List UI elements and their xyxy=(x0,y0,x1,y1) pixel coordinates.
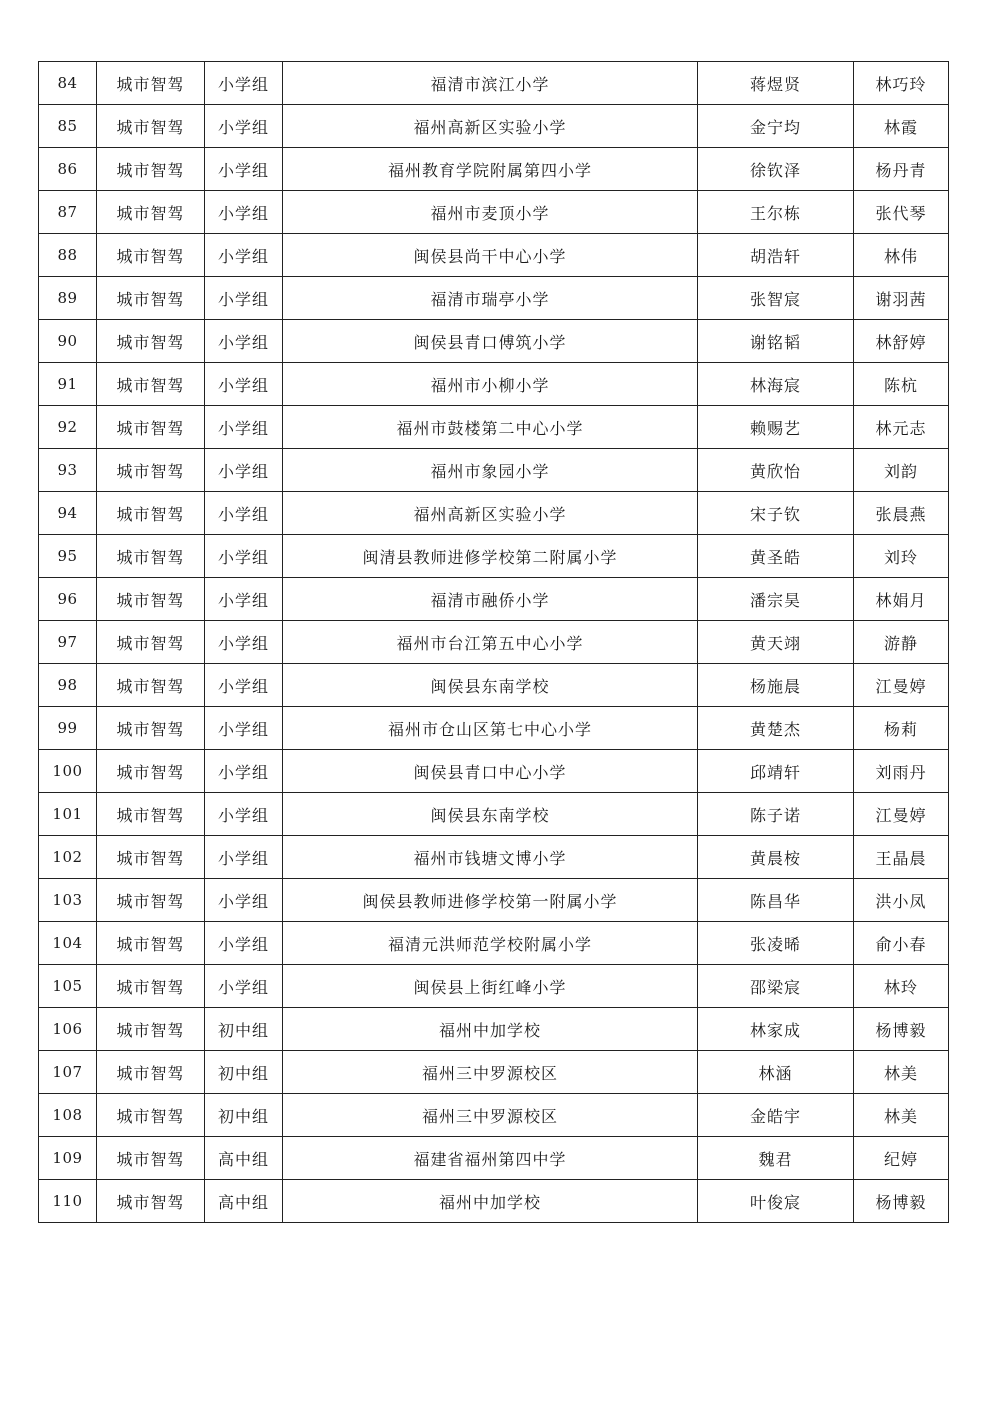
group-name-cell: 小学组 xyxy=(205,406,283,449)
table-row xyxy=(39,965,949,1008)
table-body xyxy=(39,62,949,1223)
table-row xyxy=(39,449,949,492)
student-name-cell: 黄晨桉 xyxy=(698,836,854,879)
teacher-name-cell: 陈杭 xyxy=(854,363,949,406)
group-name-cell: 小学组 xyxy=(205,492,283,535)
group-name-cell: 小学组 xyxy=(205,578,283,621)
teacher-name-cell: 林娟月 xyxy=(854,578,949,621)
event-name-cell: 城市智驾 xyxy=(97,535,205,578)
event-name-cell: 城市智驾 xyxy=(97,320,205,363)
group-name-cell: 小学组 xyxy=(205,621,283,664)
group-name-cell: 小学组 xyxy=(205,750,283,793)
school-name-cell: 福清元洪师范学校附属小学 xyxy=(283,922,698,965)
entry-number-cell: 90 xyxy=(39,320,97,363)
table-row xyxy=(39,836,949,879)
school-name-cell: 福州中加学校 xyxy=(283,1008,698,1051)
event-name-cell: 城市智驾 xyxy=(97,621,205,664)
table-row xyxy=(39,406,949,449)
teacher-name-cell: 江曼婷 xyxy=(854,664,949,707)
event-name-cell: 城市智驾 xyxy=(97,406,205,449)
entry-number-cell: 109 xyxy=(39,1137,97,1180)
table-row xyxy=(39,1137,949,1180)
school-name-cell: 福州高新区实验小学 xyxy=(283,492,698,535)
school-name-cell: 福建省福州第四中学 xyxy=(283,1137,698,1180)
school-name-cell: 福清市滨江小学 xyxy=(283,62,698,105)
event-name-cell: 城市智驾 xyxy=(97,62,205,105)
student-name-cell: 胡浩轩 xyxy=(698,234,854,277)
group-name-cell: 小学组 xyxy=(205,363,283,406)
table-row xyxy=(39,750,949,793)
event-name-cell: 城市智驾 xyxy=(97,750,205,793)
school-name-cell: 闽侯县东南学校 xyxy=(283,664,698,707)
group-name-cell: 小学组 xyxy=(205,320,283,363)
student-name-cell: 徐钦泽 xyxy=(698,148,854,191)
entry-number-cell: 94 xyxy=(39,492,97,535)
teacher-name-cell: 杨丹青 xyxy=(854,148,949,191)
teacher-name-cell: 林美 xyxy=(854,1051,949,1094)
student-name-cell: 王尔栋 xyxy=(698,191,854,234)
entry-number-cell: 93 xyxy=(39,449,97,492)
teacher-name-cell: 林巧玲 xyxy=(854,62,949,105)
group-name-cell: 小学组 xyxy=(205,922,283,965)
entry-number-cell: 103 xyxy=(39,879,97,922)
school-name-cell: 闽侯县青口傅筑小学 xyxy=(283,320,698,363)
student-name-cell: 张智宸 xyxy=(698,277,854,320)
teacher-name-cell: 刘玲 xyxy=(854,535,949,578)
group-name-cell: 小学组 xyxy=(205,793,283,836)
student-name-cell: 邵梁宸 xyxy=(698,965,854,1008)
teacher-name-cell: 刘韵 xyxy=(854,449,949,492)
table-row xyxy=(39,621,949,664)
group-name-cell: 小学组 xyxy=(205,105,283,148)
student-name-cell: 金皓宇 xyxy=(698,1094,854,1137)
entry-number-cell: 86 xyxy=(39,148,97,191)
student-name-cell: 魏君 xyxy=(698,1137,854,1180)
event-name-cell: 城市智驾 xyxy=(97,1094,205,1137)
entry-number-cell: 84 xyxy=(39,62,97,105)
event-name-cell: 城市智驾 xyxy=(97,191,205,234)
school-name-cell: 福州市象园小学 xyxy=(283,449,698,492)
entry-number-cell: 92 xyxy=(39,406,97,449)
event-name-cell: 城市智驾 xyxy=(97,707,205,750)
group-name-cell: 小学组 xyxy=(205,664,283,707)
table-row xyxy=(39,535,949,578)
group-name-cell: 小学组 xyxy=(205,879,283,922)
teacher-name-cell: 洪小凤 xyxy=(854,879,949,922)
event-name-cell: 城市智驾 xyxy=(97,578,205,621)
school-name-cell: 福州市仓山区第七中心小学 xyxy=(283,707,698,750)
student-name-cell: 杨施晨 xyxy=(698,664,854,707)
group-name-cell: 初中组 xyxy=(205,1051,283,1094)
entry-number-cell: 97 xyxy=(39,621,97,664)
school-name-cell: 福州三中罗源校区 xyxy=(283,1094,698,1137)
school-name-cell: 福州市小柳小学 xyxy=(283,363,698,406)
table-row xyxy=(39,234,949,277)
table-row xyxy=(39,707,949,750)
student-name-cell: 叶俊宸 xyxy=(698,1180,854,1223)
teacher-name-cell: 俞小春 xyxy=(854,922,949,965)
teacher-name-cell: 林伟 xyxy=(854,234,949,277)
teacher-name-cell: 刘雨丹 xyxy=(854,750,949,793)
student-name-cell: 林海宸 xyxy=(698,363,854,406)
entry-number-cell: 110 xyxy=(39,1180,97,1223)
table-row xyxy=(39,793,949,836)
event-name-cell: 城市智驾 xyxy=(97,363,205,406)
school-name-cell: 福州教育学院附属第四小学 xyxy=(283,148,698,191)
teacher-name-cell: 杨博毅 xyxy=(854,1008,949,1051)
entry-number-cell: 98 xyxy=(39,664,97,707)
entry-number-cell: 107 xyxy=(39,1051,97,1094)
teacher-name-cell: 王晶晨 xyxy=(854,836,949,879)
event-name-cell: 城市智驾 xyxy=(97,492,205,535)
student-name-cell: 蒋煜贤 xyxy=(698,62,854,105)
entry-number-cell: 87 xyxy=(39,191,97,234)
school-name-cell: 闽侯县东南学校 xyxy=(283,793,698,836)
student-name-cell: 谢铭韬 xyxy=(698,320,854,363)
student-name-cell: 邱靖轩 xyxy=(698,750,854,793)
group-name-cell: 小学组 xyxy=(205,535,283,578)
group-name-cell: 小学组 xyxy=(205,836,283,879)
entry-number-cell: 104 xyxy=(39,922,97,965)
table-row xyxy=(39,363,949,406)
entry-number-cell: 108 xyxy=(39,1094,97,1137)
table-row xyxy=(39,148,949,191)
table-row xyxy=(39,320,949,363)
group-name-cell: 小学组 xyxy=(205,449,283,492)
event-name-cell: 城市智驾 xyxy=(97,793,205,836)
group-name-cell: 高中组 xyxy=(205,1180,283,1223)
table-row xyxy=(39,578,949,621)
event-name-cell: 城市智驾 xyxy=(97,1137,205,1180)
school-name-cell: 闽侯县上街红峰小学 xyxy=(283,965,698,1008)
group-name-cell: 小学组 xyxy=(205,62,283,105)
group-name-cell: 小学组 xyxy=(205,707,283,750)
student-name-cell: 黄天翊 xyxy=(698,621,854,664)
school-name-cell: 福州三中罗源校区 xyxy=(283,1051,698,1094)
entry-number-cell: 105 xyxy=(39,965,97,1008)
event-name-cell: 城市智驾 xyxy=(97,1051,205,1094)
event-name-cell: 城市智驾 xyxy=(97,148,205,191)
school-name-cell: 闽侯县教师进修学校第一附属小学 xyxy=(283,879,698,922)
school-name-cell: 福州中加学校 xyxy=(283,1180,698,1223)
event-name-cell: 城市智驾 xyxy=(97,922,205,965)
teacher-name-cell: 林霞 xyxy=(854,105,949,148)
teacher-name-cell: 林美 xyxy=(854,1094,949,1137)
group-name-cell: 高中组 xyxy=(205,1137,283,1180)
school-name-cell: 福清市融侨小学 xyxy=(283,578,698,621)
group-name-cell: 小学组 xyxy=(205,965,283,1008)
table-row xyxy=(39,62,949,105)
student-name-cell: 金宁均 xyxy=(698,105,854,148)
table-row xyxy=(39,191,949,234)
table-row xyxy=(39,1008,949,1051)
student-name-cell: 黄欣怡 xyxy=(698,449,854,492)
student-name-cell: 潘宗昊 xyxy=(698,578,854,621)
results-table xyxy=(38,61,949,1223)
teacher-name-cell: 林玲 xyxy=(854,965,949,1008)
school-name-cell: 闽清县教师进修学校第二附属小学 xyxy=(283,535,698,578)
entry-number-cell: 101 xyxy=(39,793,97,836)
event-name-cell: 城市智驾 xyxy=(97,836,205,879)
teacher-name-cell: 杨莉 xyxy=(854,707,949,750)
table-row xyxy=(39,879,949,922)
school-name-cell: 闽侯县尚干中心小学 xyxy=(283,234,698,277)
student-name-cell: 张凌晞 xyxy=(698,922,854,965)
entry-number-cell: 95 xyxy=(39,535,97,578)
event-name-cell: 城市智驾 xyxy=(97,879,205,922)
school-name-cell: 福州市台江第五中心小学 xyxy=(283,621,698,664)
student-name-cell: 林家成 xyxy=(698,1008,854,1051)
group-name-cell: 小学组 xyxy=(205,277,283,320)
table-row xyxy=(39,105,949,148)
student-name-cell: 宋子钦 xyxy=(698,492,854,535)
entry-number-cell: 99 xyxy=(39,707,97,750)
school-name-cell: 福州市鼓楼第二中心小学 xyxy=(283,406,698,449)
entry-number-cell: 100 xyxy=(39,750,97,793)
entry-number-cell: 85 xyxy=(39,105,97,148)
school-name-cell: 福州市麦顶小学 xyxy=(283,191,698,234)
entry-number-cell: 89 xyxy=(39,277,97,320)
group-name-cell: 小学组 xyxy=(205,191,283,234)
teacher-name-cell: 谢羽茜 xyxy=(854,277,949,320)
entry-number-cell: 102 xyxy=(39,836,97,879)
teacher-name-cell: 张晨燕 xyxy=(854,492,949,535)
school-name-cell: 福州高新区实验小学 xyxy=(283,105,698,148)
student-name-cell: 陈子诺 xyxy=(698,793,854,836)
event-name-cell: 城市智驾 xyxy=(97,1008,205,1051)
group-name-cell: 小学组 xyxy=(205,234,283,277)
entry-number-cell: 96 xyxy=(39,578,97,621)
teacher-name-cell: 林舒婷 xyxy=(854,320,949,363)
event-name-cell: 城市智驾 xyxy=(97,664,205,707)
table-row xyxy=(39,1051,949,1094)
teacher-name-cell: 游静 xyxy=(854,621,949,664)
event-name-cell: 城市智驾 xyxy=(97,234,205,277)
table-row xyxy=(39,1180,949,1223)
table-row xyxy=(39,277,949,320)
event-name-cell: 城市智驾 xyxy=(97,449,205,492)
table-row xyxy=(39,664,949,707)
teacher-name-cell: 纪婷 xyxy=(854,1137,949,1180)
entry-number-cell: 106 xyxy=(39,1008,97,1051)
student-name-cell: 陈昌华 xyxy=(698,879,854,922)
event-name-cell: 城市智驾 xyxy=(97,277,205,320)
event-name-cell: 城市智驾 xyxy=(97,1180,205,1223)
event-name-cell: 城市智驾 xyxy=(97,965,205,1008)
event-name-cell: 城市智驾 xyxy=(97,105,205,148)
school-name-cell: 闽侯县青口中心小学 xyxy=(283,750,698,793)
entry-number-cell: 91 xyxy=(39,363,97,406)
teacher-name-cell: 张代琴 xyxy=(854,191,949,234)
group-name-cell: 初中组 xyxy=(205,1008,283,1051)
entry-number-cell: 88 xyxy=(39,234,97,277)
student-name-cell: 黄圣皓 xyxy=(698,535,854,578)
teacher-name-cell: 林元志 xyxy=(854,406,949,449)
table-row xyxy=(39,492,949,535)
group-name-cell: 小学组 xyxy=(205,148,283,191)
teacher-name-cell: 杨博毅 xyxy=(854,1180,949,1223)
table-row xyxy=(39,922,949,965)
table-row xyxy=(39,1094,949,1137)
student-name-cell: 林涵 xyxy=(698,1051,854,1094)
student-name-cell: 赖赐艺 xyxy=(698,406,854,449)
student-name-cell: 黄楚杰 xyxy=(698,707,854,750)
group-name-cell: 初中组 xyxy=(205,1094,283,1137)
school-name-cell: 福州市钱塘文博小学 xyxy=(283,836,698,879)
school-name-cell: 福清市瑞亭小学 xyxy=(283,277,698,320)
teacher-name-cell: 江曼婷 xyxy=(854,793,949,836)
